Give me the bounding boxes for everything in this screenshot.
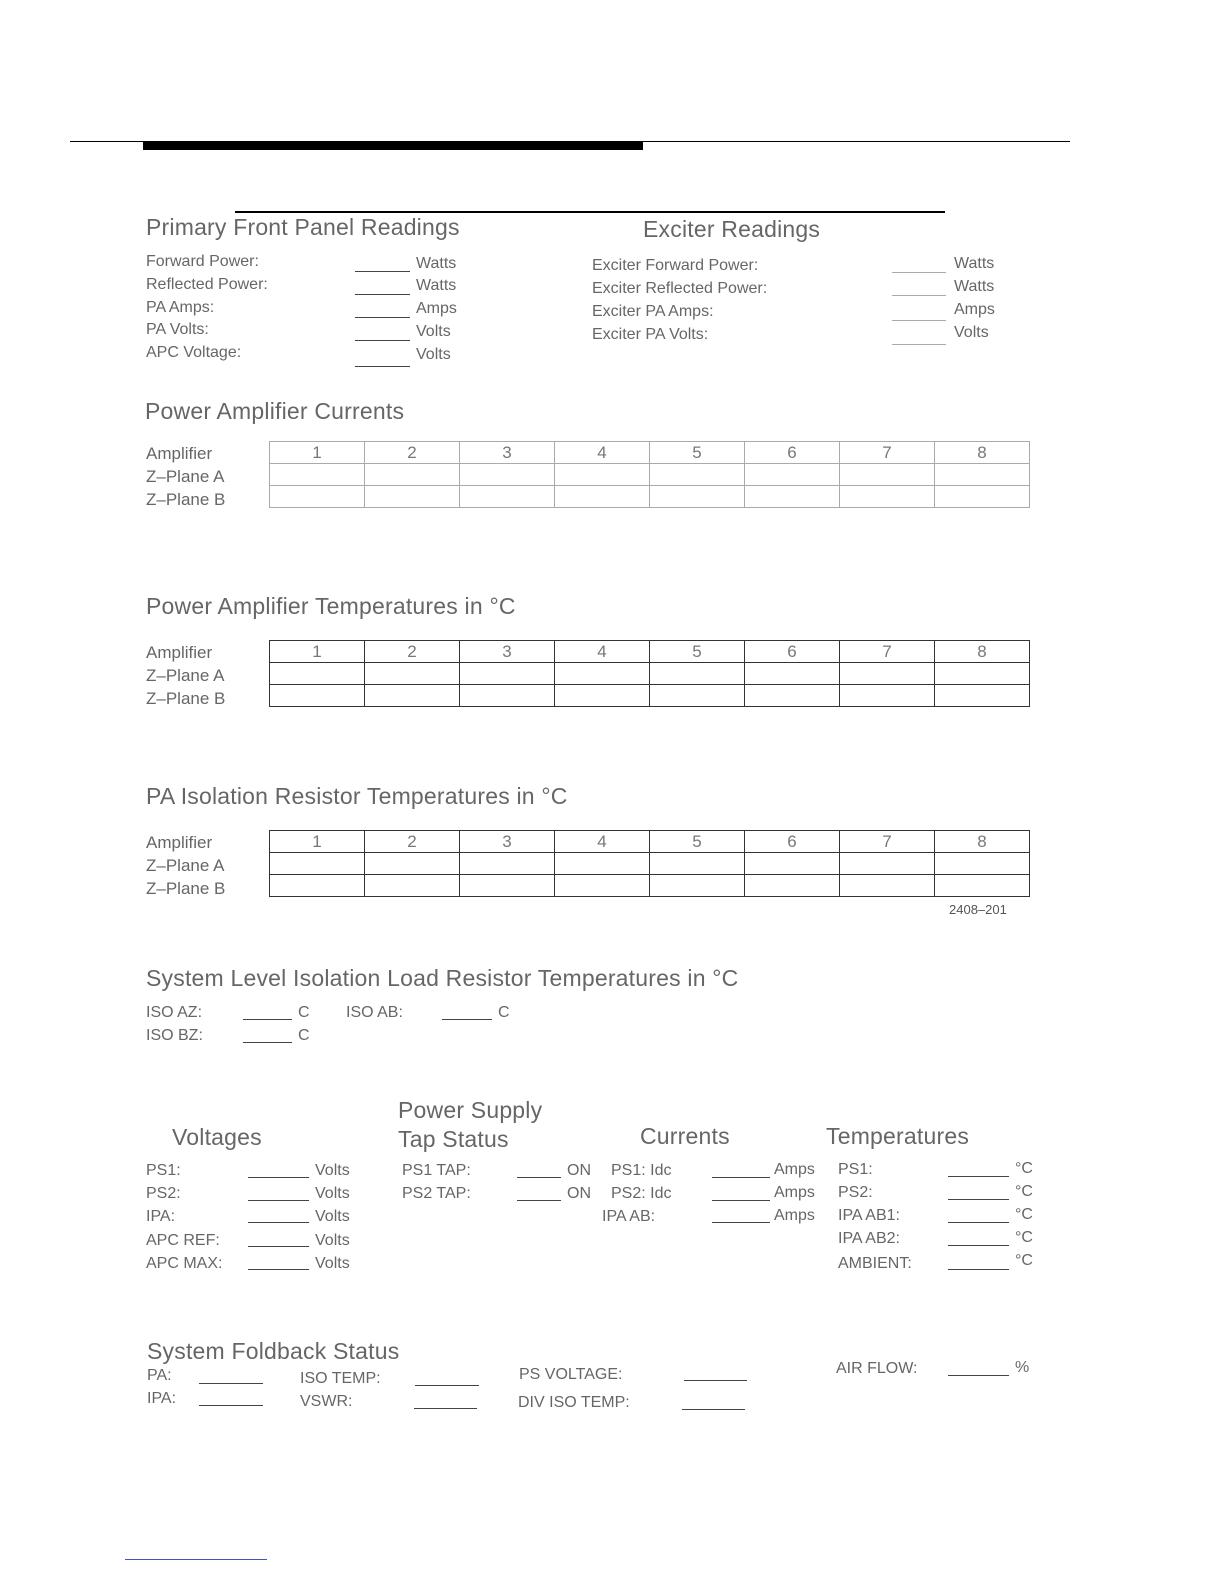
table-cell[interactable] <box>270 486 365 508</box>
temperature-label: PS2: <box>838 1184 873 1201</box>
foldback-title: System Foldback Status <box>147 1338 400 1364</box>
iso-az-unit: C <box>298 1004 310 1021</box>
table-cell[interactable] <box>935 853 1030 875</box>
iso-bz-unit: C <box>298 1027 310 1044</box>
voltage-label: APC MAX: <box>146 1255 223 1272</box>
table-cell[interactable] <box>460 464 555 486</box>
foldback-vswr-blank[interactable] <box>414 1408 477 1409</box>
temperature-blank[interactable] <box>948 1176 1009 1177</box>
table-header-row <box>270 831 1030 853</box>
temperature-blank[interactable] <box>948 1222 1009 1223</box>
table-cell[interactable] <box>460 486 555 508</box>
table-cell[interactable] <box>365 486 460 508</box>
table-header-row <box>270 641 1030 663</box>
table-cell[interactable] <box>840 663 935 685</box>
iso-az-blank[interactable] <box>243 1019 292 1020</box>
table-col-header: 4 <box>555 641 650 663</box>
voltage-blank[interactable] <box>248 1246 309 1247</box>
table-row-label: Amplifier <box>146 444 213 463</box>
iso-section-title: System Level Isolation Load Resistor Temperatures in °C <box>146 965 739 991</box>
current-label: IPA AB: <box>602 1208 656 1225</box>
pa-temps-table <box>269 640 1030 707</box>
table-row-label: Z–Plane A <box>146 666 225 685</box>
table-cell[interactable] <box>840 486 935 508</box>
primary-blank[interactable] <box>355 366 410 367</box>
foldback-ipa-label: IPA: <box>147 1390 177 1407</box>
current-label: PS1: Idc <box>611 1162 672 1179</box>
temperature-blank[interactable] <box>948 1269 1009 1270</box>
table-cell[interactable] <box>840 875 935 897</box>
temperature-blank[interactable] <box>948 1199 1009 1200</box>
table-cell[interactable] <box>555 853 650 875</box>
voltage-unit: Volts <box>315 1255 350 1272</box>
table-row-label: Z–Plane A <box>146 856 225 875</box>
pa-currents-title: Power Amplifier Currents <box>145 398 405 424</box>
exciter-title: Exciter Readings <box>643 216 821 242</box>
table-cell[interactable] <box>460 875 555 897</box>
exciter-blank[interactable] <box>892 320 946 321</box>
primary-unit: Volts <box>416 323 451 340</box>
table-row-label: Z–Plane B <box>146 490 226 509</box>
temperature-unit: °C <box>1015 1160 1033 1177</box>
primary-label: PA Volts: <box>146 321 209 338</box>
table-cell[interactable] <box>365 853 460 875</box>
table-col-header: 8 <box>935 641 1030 663</box>
table-row <box>270 685 1030 707</box>
primary-blank[interactable] <box>355 271 410 272</box>
table-row-label: Amplifier <box>146 833 213 852</box>
table-col-header: 6 <box>745 831 840 853</box>
exciter-label: Exciter Reflected Power: <box>592 280 768 297</box>
foldback-pa-blank[interactable] <box>199 1383 263 1384</box>
table-col-header: 4 <box>555 442 650 464</box>
table-row-label: Amplifier <box>146 643 213 662</box>
current-unit: Amps <box>774 1184 815 1201</box>
table-cell[interactable] <box>270 875 365 897</box>
current-blank[interactable] <box>712 1200 770 1201</box>
exciter-unit: Watts <box>954 255 995 272</box>
table-col-header: 5 <box>650 831 745 853</box>
table-cell[interactable] <box>650 486 745 508</box>
table-row-label: Z–Plane A <box>146 467 225 486</box>
foldback-pa-label: PA: <box>147 1367 172 1384</box>
table-cell[interactable] <box>460 685 555 707</box>
table-header-row <box>270 442 1030 464</box>
table-cell[interactable] <box>840 853 935 875</box>
foldback-div-iso-temp-label: DIV ISO TEMP: <box>518 1394 630 1411</box>
foldback-air-flow-blank[interactable] <box>948 1375 1009 1376</box>
table-col-header: 8 <box>935 442 1030 464</box>
table-cell[interactable] <box>555 875 650 897</box>
table-col-header: 7 <box>840 831 935 853</box>
figure-number: 2408–201 <box>949 902 1007 917</box>
table-col-header: 6 <box>745 442 840 464</box>
foldback-iso-temp-label: ISO TEMP: <box>300 1370 381 1387</box>
table-col-header: 4 <box>555 831 650 853</box>
temperature-blank[interactable] <box>948 1245 1009 1246</box>
primary-title: Primary Front Panel Readings <box>146 214 460 240</box>
table-col-header: 1 <box>270 442 365 464</box>
table-cell[interactable] <box>935 875 1030 897</box>
voltage-label: IPA: <box>146 1208 176 1225</box>
primary-blank[interactable] <box>355 317 410 318</box>
table-cell[interactable] <box>840 685 935 707</box>
temperature-label: IPA AB1: <box>838 1207 900 1224</box>
tap-label: PS2 TAP: <box>402 1185 471 1202</box>
table-col-header: 5 <box>650 442 745 464</box>
current-unit: Amps <box>774 1207 815 1224</box>
table-row <box>270 875 1030 897</box>
table-cell[interactable] <box>650 685 745 707</box>
foldback-ps-voltage-label: PS VOLTAGE: <box>519 1366 623 1383</box>
iso-bz-label: ISO BZ: <box>146 1027 203 1044</box>
exciter-label: Exciter Forward Power: <box>592 257 759 274</box>
temperature-unit: °C <box>1015 1229 1033 1246</box>
pa-iso-temps-table <box>269 830 1030 897</box>
pa-currents-table <box>269 441 1030 508</box>
voltage-label: APC REF: <box>146 1232 220 1249</box>
voltage-unit: Volts <box>315 1162 350 1179</box>
table-col-header: 7 <box>840 641 935 663</box>
current-unit: Amps <box>774 1161 815 1178</box>
tap-status-title-2: Tap Status <box>398 1126 509 1152</box>
primary-label: Reflected Power: <box>146 276 268 293</box>
foldback-ps-voltage-blank[interactable] <box>684 1380 747 1381</box>
table-col-header: 5 <box>650 641 745 663</box>
tap-blank[interactable] <box>517 1177 561 1178</box>
iso-az-label: ISO AZ: <box>146 1004 203 1021</box>
table-row <box>270 853 1030 875</box>
table-cell[interactable] <box>650 464 745 486</box>
voltage-blank[interactable] <box>248 1200 309 1201</box>
primary-unit: Amps <box>416 300 457 317</box>
table-cell[interactable] <box>555 685 650 707</box>
header-rule-thick <box>143 142 643 150</box>
tap-status-title-1: Power Supply <box>398 1097 543 1123</box>
table-cell[interactable] <box>270 464 365 486</box>
table-cell[interactable] <box>840 464 935 486</box>
table-cell[interactable] <box>935 663 1030 685</box>
primary-unit: Watts <box>416 277 457 294</box>
table-col-header: 7 <box>840 442 935 464</box>
voltage-blank[interactable] <box>248 1222 309 1223</box>
table-cell[interactable] <box>365 685 460 707</box>
current-blank[interactable] <box>712 1177 770 1178</box>
table-col-header: 3 <box>460 831 555 853</box>
voltage-unit: Volts <box>315 1232 350 1249</box>
table-cell[interactable] <box>270 685 365 707</box>
table-row-label: Z–Plane B <box>146 689 226 708</box>
tap-unit: ON <box>567 1162 591 1179</box>
voltage-blank[interactable] <box>248 1269 309 1270</box>
exciter-blank[interactable] <box>892 344 946 345</box>
table-col-header: 6 <box>745 641 840 663</box>
foldback-ipa-blank[interactable] <box>199 1405 263 1406</box>
table-col-header: 8 <box>935 831 1030 853</box>
pa-temps-title: Power Amplifier Temperatures in °C <box>146 593 516 619</box>
table-col-header: 2 <box>365 831 460 853</box>
table-col-header: 2 <box>365 641 460 663</box>
table-cell[interactable] <box>365 663 460 685</box>
voltages-title: Voltages <box>172 1124 262 1150</box>
foldback-air-flow-label: AIR FLOW: <box>836 1360 918 1377</box>
iso-ab-label: ISO AB: <box>346 1004 403 1021</box>
temperature-unit: °C <box>1015 1183 1033 1200</box>
iso-bz-blank[interactable] <box>243 1042 292 1043</box>
tap-unit: ON <box>567 1185 591 1202</box>
table-col-header: 3 <box>460 641 555 663</box>
voltage-unit: Volts <box>315 1208 350 1225</box>
currents-title: Currents <box>640 1123 730 1149</box>
table-cell[interactable] <box>745 875 840 897</box>
table-cell[interactable] <box>745 486 840 508</box>
table-col-header: 1 <box>270 831 365 853</box>
table-cell[interactable] <box>650 875 745 897</box>
table-cell[interactable] <box>745 685 840 707</box>
primary-label: Forward Power: <box>146 253 259 270</box>
table-cell[interactable] <box>935 486 1030 508</box>
temperature-unit: °C <box>1015 1206 1033 1223</box>
table-col-header: 1 <box>270 641 365 663</box>
table-row-label: Z–Plane B <box>146 879 226 898</box>
primary-label: APC Voltage: <box>146 344 242 361</box>
table-cell[interactable] <box>365 875 460 897</box>
primary-label: PA Amps: <box>146 299 215 316</box>
table-cell[interactable] <box>555 464 650 486</box>
exciter-label: Exciter PA Volts: <box>592 326 709 343</box>
table-col-header: 3 <box>460 442 555 464</box>
table-cell[interactable] <box>935 464 1030 486</box>
iso-ab-unit: C <box>498 1004 510 1021</box>
foldback-air-flow-unit: % <box>1015 1359 1030 1376</box>
temperature-label: AMBIENT: <box>838 1255 912 1272</box>
table-row <box>270 464 1030 486</box>
table-row <box>270 663 1030 685</box>
primary-unit: Watts <box>416 255 457 272</box>
temperature-unit: °C <box>1015 1252 1033 1269</box>
exciter-unit: Volts <box>954 324 989 341</box>
table-cell[interactable] <box>650 663 745 685</box>
foldback-vswr-label: VSWR: <box>300 1393 353 1410</box>
voltage-label: PS2: <box>146 1185 181 1202</box>
foldback-div-iso-temp-blank[interactable] <box>682 1409 745 1410</box>
table-col-header: 2 <box>365 442 460 464</box>
table-cell[interactable] <box>365 464 460 486</box>
primary-blank[interactable] <box>355 294 410 295</box>
tap-label: PS1 TAP: <box>402 1162 471 1179</box>
table-cell[interactable] <box>460 853 555 875</box>
exciter-blank[interactable] <box>892 295 946 296</box>
exciter-label: Exciter PA Amps: <box>592 303 714 320</box>
table-cell[interactable] <box>745 853 840 875</box>
current-blank[interactable] <box>712 1222 770 1223</box>
temperature-label: IPA AB2: <box>838 1230 900 1247</box>
current-label: PS2: Idc <box>611 1185 672 1202</box>
voltage-unit: Volts <box>315 1185 350 1202</box>
table-cell[interactable] <box>460 663 555 685</box>
exciter-blank[interactable] <box>892 272 946 273</box>
table-cell[interactable] <box>745 663 840 685</box>
table-cell[interactable] <box>555 486 650 508</box>
exciter-unit: Amps <box>954 301 995 318</box>
table-cell[interactable] <box>650 853 745 875</box>
table-row <box>270 486 1030 508</box>
temperature-label: PS1: <box>838 1161 873 1178</box>
table-cell[interactable] <box>270 853 365 875</box>
primary-blank[interactable] <box>355 340 410 341</box>
temperatures-title: Temperatures <box>826 1123 970 1149</box>
foldback-iso-temp-blank[interactable] <box>415 1385 479 1386</box>
section-rule <box>235 211 945 213</box>
pa-iso-temps-title: PA Isolation Resistor Temperatures in °C <box>146 783 568 809</box>
table-cell[interactable] <box>270 663 365 685</box>
footer-rule <box>125 1559 267 1560</box>
table-cell[interactable] <box>555 663 650 685</box>
iso-ab-blank[interactable] <box>442 1019 492 1020</box>
voltage-label: PS1: <box>146 1162 181 1179</box>
primary-unit: Volts <box>416 346 451 363</box>
table-cell[interactable] <box>935 685 1030 707</box>
voltage-blank[interactable] <box>248 1177 309 1178</box>
exciter-unit: Watts <box>954 278 995 295</box>
tap-blank[interactable] <box>517 1200 561 1201</box>
table-cell[interactable] <box>745 464 840 486</box>
